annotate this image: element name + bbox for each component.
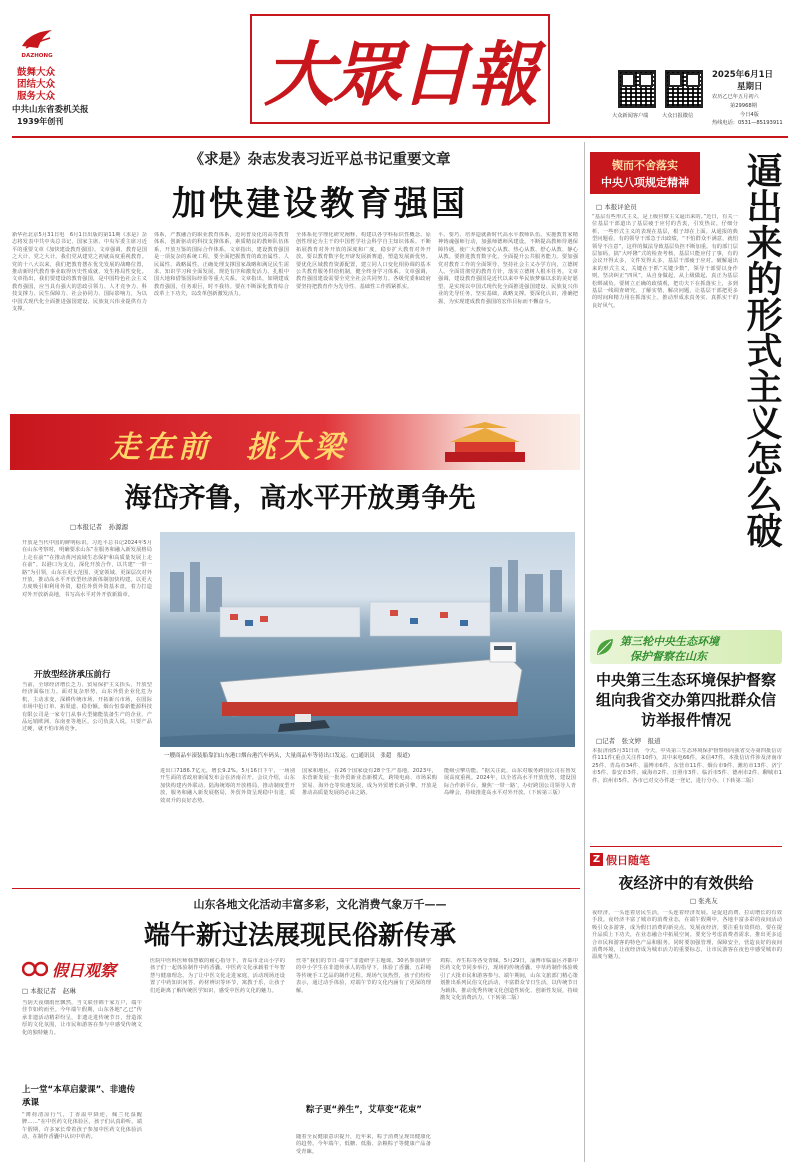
discipline-tag (590, 152, 700, 194)
bottom-col2: 医院中医科医师韩慧敏的耐心指导下，青岛市北山小学的孩子们一起体验制作中药香囊。中医药文化承载着千年智慧与健康理念。为了让中医文化走进家庭，活动现场还设置了中药知识问答、药材辨识等环节，寓教于乐，让孩子们近距离了解传统医学知识，感受中医药文化的魅力。 (150, 958, 285, 994)
banner-col1: 开放是当代中国的鲜明标识。习近平总书记2024年5月在山东考察时，明确要求山东“在服务和融入新发展格局上走在前”“在推动黄河流域生态保护和高质量发展上走在前”。以港口为支点，深化开放合作，以共建“一带一路”为引领，山东在更大范围、更宽领域、更深层次对外开放，推动高水平开放型经济新体制加快构建。以更大力度吸引和利用外资，稳住外贸外资基本盘，着力打造对外开放新高地，书写高水平对外开放新篇章。 (22, 540, 152, 598)
bottom-subhead2: 粽子更“养生”，艾草变“花束” (306, 1105, 422, 1115)
lead-headline: 加快建设教育强国 (172, 184, 468, 224)
hotline: 热线电话：0531—85193911 (712, 120, 783, 126)
logo-icon (20, 28, 54, 52)
essay-divider (590, 846, 782, 847)
issue-weekday: 星期日 (737, 82, 763, 92)
inspection-logo (590, 630, 782, 664)
banner-subhead: 开放型经济承压前行 (34, 670, 111, 680)
commentary-body: “基层有些形式主义，是上级官僚主义逼出来的。”近日，有关一位基层干部道出了基层疲于应付的苦衷，引发热议。仔细分析，一些形式主义的表现在基层，根子却在上面。从通报的典型问题看，有的领导干部急于出政绩，“不怕群众不满意，就怕领导不注意”，这样的做法导致基层负担不断加重。有的部门层层加码，搞“大呼隆”式的检查考核，基层只能应付了事，有的会议开得太多，文件发得太多，基层干部疲于应对。破解逼出来的形式主义，关键在于抓“关键少数”，领导干部要以身作则，坚决纠正“四风”，从自身做起，从上级做起，真正为基层松绑减负。要树立正确的政绩观，把功夫下在抓落实上，多到基层一线调查研究，了解实情，解决问题，让基层干部把更多的时间和精力用在抓落实上，推动形成求真务实、真抓实干的良好风气。 (592, 214, 738, 309)
holiday-observation-logo (22, 958, 132, 980)
tiananmen-icon (440, 422, 530, 464)
qr-code-app (618, 70, 656, 108)
commentary-headline: 逼出来的形式主义怎么破 (741, 152, 783, 548)
inspection-body: 本报济南5月31日讯 今天，中央第三生态环境保护督察组向我省交办第四批信访件111件(重点关注件10件)，其中来电66件，来信47件。本批信访件涉及济南市25件、青岛市34件、淄博市6件、东营市11件、烟台市9件、潍坊市13件、济宁市5件、泰安市3件、威海市2件、日照市3件、临沂市5件、德州市2件、聊城市1件、滨州市5件。各市已对交办件逐一登记，进行分办。（下转第二版） (592, 748, 782, 784)
masthead (0, 0, 800, 140)
slogan-2: 团结大众 (17, 79, 56, 90)
essay-body: 夜经济，一头连着居民生活，一头连着经济发展。是促进消费、拉动增长的有效手段。夜经济丰富了城市的消费业态，在端午假期中，各地丰富多彩的夜间活动吸引众多游客，成为假日消费的新亮点。发展夜经济，要注重有效供给，要在提升品质上下功夫，在业态融合中拓展空间。要充分考虑消费者需求，推出更多适合市民和游客的特色产品和服务。同时要加强管理，保障安全，营造良好的夜间消费环境，让夜经济成为城市活力的重要标志，让市民游客在夜色中感受城市的温度与魅力。 (592, 910, 782, 961)
banner-col3: 国家和地区，在26个国家设有28个生产基地。2023年，东营新发展一批外贸新业态新模式，跨境电商、市场采购贸易、海外仓等快速发展，成为外贸增长新引擎。开放是推动高质量发展的必由之路。 (302, 768, 437, 797)
inspection-byline: □记者 张文婷 报道 (596, 737, 661, 745)
leaf-icon (594, 636, 616, 658)
bottom-col3b: 随着全民健康意识提升，近年来，粽子消费呈现出健康化的趋势。今年端午，低糖、低脂、杂粮粽子等健康产品备受青睐。 (296, 1134, 431, 1155)
logo-latin: DAZHONG (21, 53, 53, 59)
essay-byline: □ 张兆友 (690, 897, 718, 905)
port-photo (160, 532, 575, 747)
banner-label: 走在前 挑大梁 (110, 430, 348, 465)
photo-caption: 一艘商品车滚装船靠泊山东港口烟台港汽车码头，大量商品车等待出口发运。(□通讯员 张超 报道) (164, 753, 410, 759)
logo-text: 假日观察 (52, 961, 117, 980)
masthead-title (250, 14, 550, 124)
lead-body-col2: 体系，产教融合的职业教育体系，迈向普及化的高等教育体系，创新驱动的科技支撑体系，素质精良的教师队伍体系，开放互鉴的国际合作体系。文章指出，建设教育强国是一项复杂的系统工程，要全面把握教育的政治属性、人民属性、战略属性，正确处理支撑国家战略和满足民生需求、知识学习和全面发展、规范有序和激发活力、扎根中国大地和借鉴国际经验等重大关系。文章指出，如期建成教育强国，任务艰巨，时不我待。要在不断深化教育综合改革上下功夫，以改革创新激发活力。 (154, 232, 289, 298)
goggles-icon (22, 960, 48, 978)
commentary-body-wide (592, 500, 782, 501)
bottom-headline: 端午新过法展现民俗新传承 (143, 921, 456, 951)
bottom-byline: □ 本报记者 赵琳 (22, 987, 76, 995)
right-divider (584, 142, 585, 1162)
banner-headline: 海岱齐鲁，高水平开放勇争先 (124, 483, 476, 514)
slogan-3: 服务大众 (17, 91, 56, 102)
page-count: 今日4版 (740, 112, 759, 118)
masthead-rule (12, 136, 788, 138)
lead-body-col1: 新华社北京5月31日电 6月1日出版的第11期《求是》杂志将发表中共中央总书记、国家主席、中央军委主席习近平的重要文章《加快建设教育强国》。文章强调，教育是国之大计、党之大计。我们党从建党之初就高度重视教育。党的十八大以来，我们把教育摆在优先发展的战略位置，推动新时代教育事业取得历史性成就、发生格局性变化。文章指出，我们要建设的教育强国，是中国特色社会主义教育强国，应当具有强大的思政引领力、人才竞争力、科技支撑力、民生保障力、社会协同力、国际影响力，为以中国式现代化全面推进强国建设、民族复兴伟业提供有力支撑。 (12, 232, 147, 313)
banner-col4: 能级引擎功能。“据关注此，山东对服务跨国公司在鲁发展高度重视。2024年，以全省高水平开放优势，建设国际合作新平台，聚焦‘一带一路’，办好跨国公司领导人青岛峰会，持续推进高水平对外开放。（下转第三版） (444, 768, 576, 797)
bottom-col4: 鸡粽、养生粽等各受青睐。5月29日，淄博市临淄区齐都中医药文化节同步举行，现场的传统香囊、中草药制作体验吸引了大批市民和游客参与。端午期间，山东文旅部门精心策划推出系列民俗文化活动，丰富群众节日生活，以传统节日为载体，推动优秀传统文化创造性转化、创新性发展，持续激发文化消费活力。（下转第二版） (440, 958, 578, 1002)
issue-date: 2025年6月1日 (712, 70, 773, 80)
inspection-headline: 中央第三生态环境保护督察组向我省交办第四批群众信访举报件情况 (596, 671, 777, 729)
bottom-col1b: “薄荷清凉行气，丁香温中降逆，佩兰化湿醒脾……”在中医药文化体验区，孩子们认真聆听。端午假期，许多家长带着孩子参加中医药文化体验活动，在制作香囊中认识中草药。 (22, 1112, 142, 1141)
bottom-kicker: 山东各地文化活动丰富多彩，文化消费气象万千—— (193, 898, 447, 911)
tag-line1: 锲而不舍落实 (612, 159, 678, 172)
banner-col1b: 当前，全球经济增长乏力、贸易保护主义抬头，开放型经济面临压力。面对复杂形势，山东外贸企业化危为机，主动求变，深耕传统市场、开拓新兴市场，在国际市场中抢订单、拓渠道、稳份额。烟台恒泰新能源科技有限公司是一家专门从事大型储能装备生产的企业，产品远销欧洲、东南亚等地区。公司负责人说，只要产品过硬，就不怕市场竞争。 (22, 682, 152, 733)
bottom-col3: 丝等“我们的节日·端午”非遗研学主题课。30名参加研学的中小学生在非遗传承人的指导下，体验了香囊、五彩绳等传统手工艺品的制作过程。现场气氛热烈，孩子们纷纷表示，通过动手体验，对端午节的文化内涵有了更深的理解。 (296, 958, 431, 994)
essay-tag (590, 852, 660, 868)
essay-tag-icon: Z (590, 853, 603, 866)
bottom-col1: 当阴天夜细雨丝飘然，当文联佳锦千家万户，端午佳节如约而至。今年端午假期，山东各地“乙已”传承非遗活动精彩纷呈，非遗走进传统节日，营造浓厚的文化氛围，让市民和游客在参与中感受传统文化的独特魅力。 (22, 1000, 142, 1036)
issue-number: 第29968期 (730, 103, 757, 109)
qr2-label: 大众日报微信 (662, 113, 694, 119)
inspection-label1: 第三轮中央生态环境 (620, 635, 719, 648)
commentary-byline: □ 本报评论员 (596, 203, 637, 211)
founded: 1939年创刊 (17, 117, 64, 126)
inspection-label2: 保护督察在山东 (630, 650, 707, 663)
essay-headline: 夜经济中的有效供给 (618, 874, 754, 892)
lead-body-col4: 平。要巧、培养造就新时代高水平教师队伍。实施教育家精神铸魂强师行动，加强师德师风建设。不断提高教师待遇保障待遇，使广大教师安心从教、热心从教、舒心从教、静心从教。要推进教育数字化，全面提升公共服务能力。要加强党对教育工作的全面领导，坚持社会主义办学方向，立德树人。全面贯彻党的教育方针，落实立德树人根本任务。文章强调，建设教育强国是近代以来中华民族梦寐以求的美好愿望，是实现以中国式现代化全面推进强国建设、民族复兴伟业的先导任务，坚实基础，战略支撑。要深化认识，准确把握，为实现建成教育强国的宏伟目标而不懈奋斗。 (438, 232, 578, 305)
tag-line2: 中央八项规定精神 (601, 176, 689, 189)
lead-kicker: 《求是》杂志发表习近平总书记重要文章 (189, 151, 451, 168)
essay-tag-label: 假日随笔 (606, 854, 650, 867)
banner-col2: 进出口7186.7亿元，增长9.2%。5月16日下午，一场别开生面的省政府新闻发布会在济南召开。会议介绍，山东加快构建内外联动、陆海统筹的开放格局，推动制度型开放，服务和融入新发展格局，外贸外资呈现稳中有进、质效双升的良好态势。 (160, 768, 295, 804)
publisher: 中共山东省委机关报 (12, 105, 89, 115)
lead-body-col3: 全体系化学理化研究阐释，构建以各学科标识性概念、原创性理论为主干的中国哲学社会科学自主知识体系。不断拓展教育对外开放的深度和广度，稳步扩大教育对外开放。要以教育数字化开辟发展新赛道、塑造发展新优势。要优化区域教育资源配置，建立同人口变化相协调的基本公共教育服务供给机制，健全终身学习体系。文章强调，教育强国建设需要全党全社会共同努力。各级党委和政府要坚持把教育作为先导性、基础性工作抓紧抓实。 (296, 232, 431, 290)
masthead-title-text: 大眾日報 (264, 32, 536, 116)
banner-divider (12, 888, 580, 889)
banner-byline: □本报记者 孙源源 (70, 523, 129, 531)
bottom-subhead1: 上一堂“本草启蒙课”、非遗传承课 (22, 1085, 136, 1108)
qr-code-wechat (665, 70, 703, 108)
banner-header (10, 414, 580, 470)
lunar-date: 农历乙巳年五月初六 (712, 94, 759, 100)
qr1-label: 大众新闻客户端 (612, 113, 649, 119)
slogan-1: 鼓舞大众 (17, 67, 56, 78)
